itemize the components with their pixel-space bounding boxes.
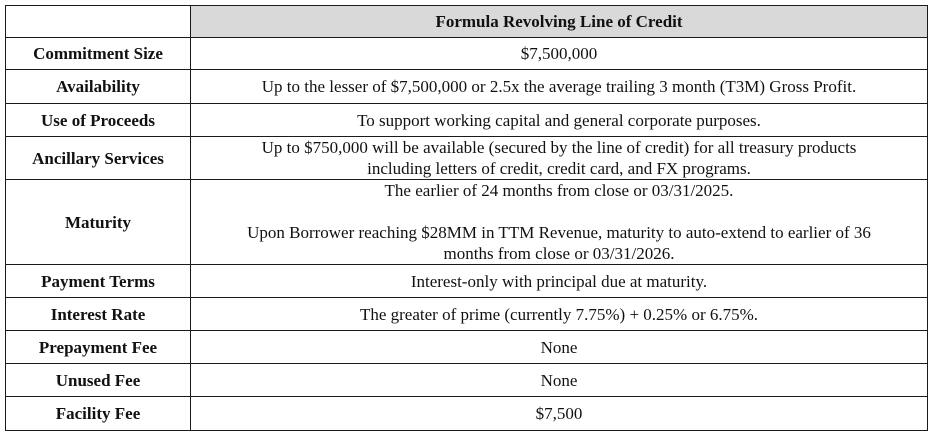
table-row bbox=[6, 38, 928, 70]
header-blank-cell bbox=[6, 6, 191, 38]
table-row bbox=[6, 364, 928, 397]
term-value bbox=[191, 331, 928, 364]
term-value bbox=[191, 298, 928, 331]
term-label: Use of Proceeds bbox=[6, 104, 191, 137]
term-value-line: To support working capital and general corporate purposes. bbox=[357, 110, 761, 130]
table-row bbox=[6, 265, 928, 298]
term-value bbox=[191, 38, 928, 70]
term-value bbox=[191, 180, 928, 265]
term-label: Interest Rate bbox=[6, 298, 191, 331]
term-value bbox=[191, 364, 928, 397]
term-value-line: months from close or 03/31/2026. bbox=[443, 244, 675, 263]
term-label: Ancillary Services bbox=[6, 137, 191, 180]
term-value-line: $7,500 bbox=[535, 404, 583, 423]
term-label: Prepayment Fee bbox=[6, 331, 191, 364]
term-label: Unused Fee bbox=[6, 364, 191, 397]
term-value-line: Up to $750,000 will be available (secured by the line of credit) for all treasury products bbox=[261, 138, 857, 157]
term-value bbox=[191, 70, 928, 104]
term-value-line: Interest-only with principal due at maturity. bbox=[410, 271, 708, 291]
term-value-spacer bbox=[199, 201, 919, 222]
term-value-line: Upon Borrower reaching $28MM in TTM Revenue, maturity to auto-extend to earlier of 36 bbox=[247, 223, 871, 242]
table-row bbox=[6, 180, 928, 265]
term-label: Commitment Size bbox=[6, 38, 191, 70]
term-label: Payment Terms bbox=[6, 265, 191, 298]
table-title: Formula Revolving Line of Credit bbox=[191, 6, 928, 38]
term-sheet-table bbox=[5, 5, 928, 431]
table-row bbox=[6, 137, 928, 180]
term-value-line: Up to the lesser of $7,500,000 or 2.5x the average trailing 3 month (T3M) Gross Profit. bbox=[261, 77, 857, 96]
term-value-line: $7,500,000 bbox=[520, 44, 598, 63]
term-label: Maturity bbox=[6, 180, 191, 265]
term-value bbox=[191, 265, 928, 298]
table-header-row bbox=[6, 6, 928, 38]
table-row bbox=[6, 70, 928, 104]
term-label: Facility Fee bbox=[6, 397, 191, 431]
term-label: Availability bbox=[6, 70, 191, 104]
term-value-line: None bbox=[540, 337, 578, 357]
term-value bbox=[191, 104, 928, 137]
term-value-line: None bbox=[540, 370, 578, 390]
table-row bbox=[6, 298, 928, 331]
term-value-line: including letters of credit, credit card, and FX programs. bbox=[367, 159, 751, 178]
term-rows bbox=[6, 38, 928, 431]
term-value-line: The earlier of 24 months from close or 03/31/2025. bbox=[384, 181, 734, 200]
table-row bbox=[6, 331, 928, 364]
table-row bbox=[6, 104, 928, 137]
term-value bbox=[191, 397, 928, 431]
term-value bbox=[191, 137, 928, 180]
term-value-line: The greater of prime (currently 7.75%) + 0.25% or 6.75%. bbox=[359, 304, 759, 324]
table-row bbox=[6, 397, 928, 431]
